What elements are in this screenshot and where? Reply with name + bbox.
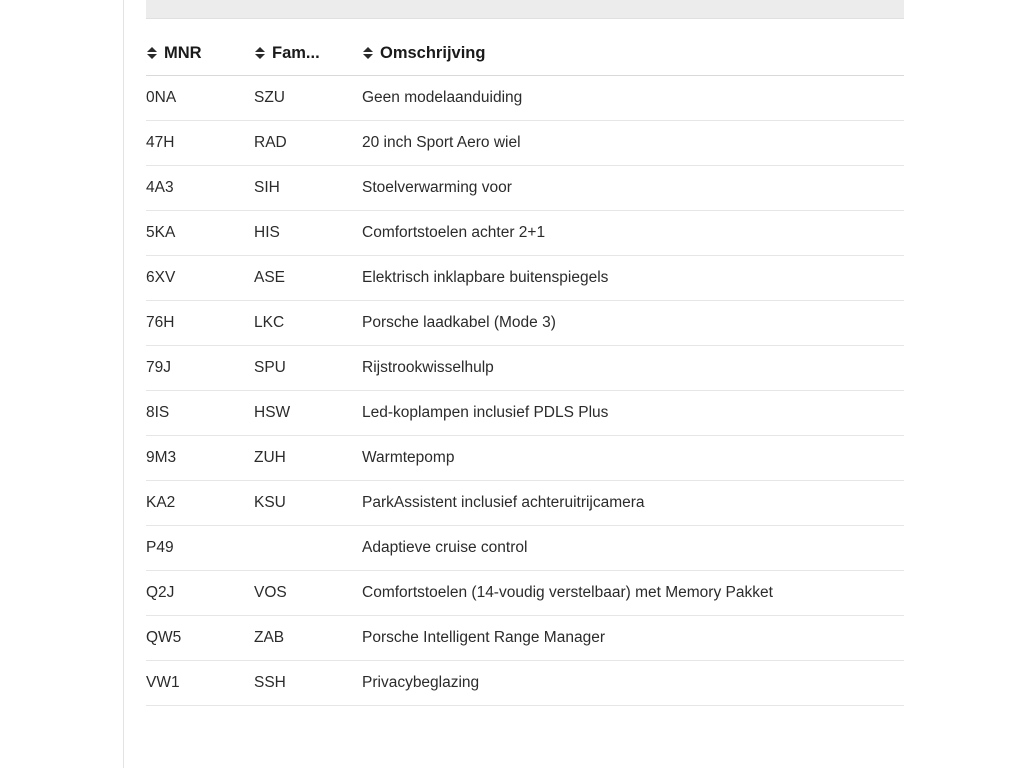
cell-mnr: 6XV — [146, 256, 254, 301]
cell-omschrijving: Stoelverwarming voor — [362, 166, 904, 211]
cell-mnr: Q2J — [146, 571, 254, 616]
cell-mnr: 9M3 — [146, 436, 254, 481]
table-header-row — [146, 40, 904, 76]
cell-mnr: 8IS — [146, 391, 254, 436]
table-row[interactable] — [146, 301, 904, 346]
cell-omschrijving: ParkAssistent inclusief achteruitrijcamera — [362, 481, 904, 526]
table-row[interactable] — [146, 391, 904, 436]
sort-arrows-icon[interactable] — [254, 47, 265, 59]
sort-arrows-icon[interactable] — [362, 47, 373, 59]
cell-fam: ASE — [254, 256, 362, 301]
cell-fam: HSW — [254, 391, 362, 436]
cell-omschrijving: Comfortstoelen achter 2+1 — [362, 211, 904, 256]
cell-omschrijving: Warmtepomp — [362, 436, 904, 481]
cell-mnr: VW1 — [146, 661, 254, 706]
cell-mnr: P49 — [146, 526, 254, 571]
table-row[interactable] — [146, 166, 904, 211]
cell-omschrijving: Porsche Intelligent Range Manager — [362, 616, 904, 661]
cell-mnr: 79J — [146, 346, 254, 391]
cell-mnr: 4A3 — [146, 166, 254, 211]
cell-fam: KSU — [254, 481, 362, 526]
sort-arrows-icon[interactable] — [146, 47, 157, 59]
cell-fam: VOS — [254, 571, 362, 616]
column-header-omschrijving-label: Omschrijving — [380, 44, 486, 63]
table-row[interactable] — [146, 121, 904, 166]
cell-fam: LKC — [254, 301, 362, 346]
column-header-fam[interactable] — [254, 40, 362, 76]
column-header-mnr[interactable] — [146, 40, 254, 76]
cell-mnr: 47H — [146, 121, 254, 166]
table-row[interactable] — [146, 661, 904, 706]
cell-fam: SIH — [254, 166, 362, 211]
cell-fam: HIS — [254, 211, 362, 256]
cell-fam: SPU — [254, 346, 362, 391]
cell-omschrijving: Led-koplampen inclusief PDLS Plus — [362, 391, 904, 436]
cell-mnr: 76H — [146, 301, 254, 346]
cell-mnr: KA2 — [146, 481, 254, 526]
cell-mnr: 5KA — [146, 211, 254, 256]
table-row[interactable] — [146, 256, 904, 301]
table-row[interactable] — [146, 481, 904, 526]
cell-omschrijving: Rijstrookwisselhulp — [362, 346, 904, 391]
cell-omschrijving: Privacybeglazing — [362, 661, 904, 706]
cell-fam: ZAB — [254, 616, 362, 661]
column-header-fam-label: Fam... — [272, 44, 320, 63]
cell-fam: SZU — [254, 76, 362, 121]
table-row[interactable] — [146, 526, 904, 571]
cell-omschrijving: 20 inch Sport Aero wiel — [362, 121, 904, 166]
table-row[interactable] — [146, 211, 904, 256]
table-header — [146, 40, 904, 76]
cell-mnr: QW5 — [146, 616, 254, 661]
cell-fam: ZUH — [254, 436, 362, 481]
options-table-container — [146, 40, 904, 706]
cell-omschrijving: Elektrisch inklapbare buitenspiegels — [362, 256, 904, 301]
column-header-omschrijving[interactable] — [362, 40, 904, 76]
table-row[interactable] — [146, 436, 904, 481]
cell-fam: RAD — [254, 121, 362, 166]
table-row[interactable] — [146, 346, 904, 391]
cell-omschrijving: Adaptieve cruise control — [362, 526, 904, 571]
table-body — [146, 76, 904, 706]
content-left-divider — [123, 0, 124, 768]
table-row[interactable] — [146, 76, 904, 121]
cell-omschrijving: Comfortstoelen (14-voudig verstelbaar) met Memory Pakket — [362, 571, 904, 616]
cell-fam: SSH — [254, 661, 362, 706]
cell-omschrijving: Porsche laadkabel (Mode 3) — [362, 301, 904, 346]
cell-mnr: 0NA — [146, 76, 254, 121]
cell-fam — [254, 526, 362, 571]
options-table — [146, 40, 904, 706]
table-row[interactable] — [146, 571, 904, 616]
table-row[interactable] — [146, 616, 904, 661]
column-header-mnr-label: MNR — [164, 44, 202, 63]
cell-omschrijving: Geen modelaanduiding — [362, 76, 904, 121]
top-grey-banner — [146, 0, 904, 19]
